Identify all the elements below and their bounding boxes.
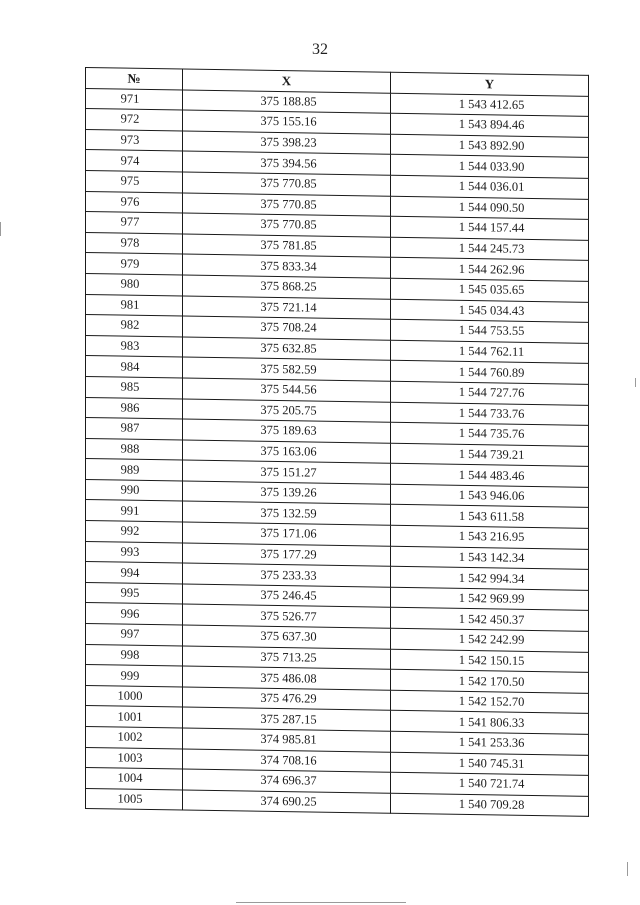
cell-x: 375 398.23 bbox=[183, 131, 391, 155]
cell-y: 1 542 242.99 bbox=[391, 628, 589, 652]
cell-x: 375 246.45 bbox=[183, 584, 391, 608]
cell-y: 1 540 709.28 bbox=[391, 793, 589, 817]
cell-y: 1 542 150.15 bbox=[391, 649, 589, 673]
cell-x: 375 770.85 bbox=[183, 213, 391, 237]
cell-number: 975 bbox=[86, 170, 183, 192]
cell-number: 987 bbox=[86, 418, 183, 440]
cell-y: 1 545 034.43 bbox=[391, 299, 589, 323]
cell-x: 375 177.29 bbox=[183, 543, 391, 567]
header-number: № bbox=[86, 68, 183, 90]
cell-y: 1 544 262.96 bbox=[391, 258, 589, 282]
cell-number: 981 bbox=[86, 294, 183, 316]
cell-x: 375 151.27 bbox=[183, 460, 391, 484]
cell-number: 980 bbox=[86, 273, 183, 295]
cell-y: 1 541 253.36 bbox=[391, 731, 589, 755]
cell-number: 979 bbox=[86, 253, 183, 275]
cell-y: 1 544 760.89 bbox=[391, 361, 589, 385]
cell-number: 997 bbox=[86, 624, 183, 646]
cell-x: 375 632.85 bbox=[183, 337, 391, 361]
cell-number: 995 bbox=[86, 582, 183, 604]
cell-x: 375 189.63 bbox=[183, 419, 391, 443]
scan-edge-mark bbox=[627, 862, 628, 876]
coordinates-table-container bbox=[85, 67, 588, 817]
cell-y: 1 540 745.31 bbox=[391, 752, 589, 776]
cell-y: 1 544 727.76 bbox=[391, 381, 589, 405]
cell-y: 1 544 739.21 bbox=[391, 443, 589, 467]
cell-x: 374 696.37 bbox=[183, 769, 391, 793]
cell-y: 1 543 412.65 bbox=[391, 93, 589, 117]
cell-number: 974 bbox=[86, 150, 183, 172]
cell-x: 375 582.59 bbox=[183, 357, 391, 381]
cell-y: 1 544 090.50 bbox=[391, 196, 589, 220]
cell-number: 985 bbox=[86, 376, 183, 398]
table-body bbox=[86, 88, 589, 817]
cell-y: 1 543 946.06 bbox=[391, 484, 589, 508]
cell-x: 375 868.25 bbox=[183, 275, 391, 299]
cell-y: 1 544 157.44 bbox=[391, 216, 589, 240]
cell-number: 982 bbox=[86, 315, 183, 337]
cell-number: 971 bbox=[86, 88, 183, 110]
cell-number: 996 bbox=[86, 603, 183, 625]
cell-y: 1 543 216.95 bbox=[391, 525, 589, 549]
cell-y: 1 544 245.73 bbox=[391, 237, 589, 261]
cell-x: 375 171.06 bbox=[183, 522, 391, 546]
cell-number: 988 bbox=[86, 438, 183, 460]
cell-x: 375 476.29 bbox=[183, 687, 391, 711]
cell-number: 994 bbox=[86, 562, 183, 584]
cell-y: 1 542 170.50 bbox=[391, 670, 589, 694]
cell-x: 374 690.25 bbox=[183, 790, 391, 814]
cell-y: 1 544 733.76 bbox=[391, 402, 589, 426]
cell-number: 989 bbox=[86, 459, 183, 481]
cell-x: 375 781.85 bbox=[183, 234, 391, 258]
cell-number: 1005 bbox=[86, 788, 183, 810]
cell-y: 1 544 036.01 bbox=[391, 175, 589, 199]
cell-x: 375 637.30 bbox=[183, 625, 391, 649]
header-x: X bbox=[183, 69, 391, 93]
cell-number: 1003 bbox=[86, 747, 183, 769]
cell-number: 983 bbox=[86, 335, 183, 357]
cell-x: 375 233.33 bbox=[183, 563, 391, 587]
cell-y: 1 540 721.74 bbox=[391, 772, 589, 796]
header-y: Y bbox=[391, 72, 589, 96]
cell-y: 1 542 969.99 bbox=[391, 587, 589, 611]
cell-x: 375 287.15 bbox=[183, 707, 391, 731]
cell-x: 375 708.24 bbox=[183, 316, 391, 340]
cell-x: 375 205.75 bbox=[183, 399, 391, 423]
cell-x: 375 163.06 bbox=[183, 440, 391, 464]
cell-y: 1 544 762.11 bbox=[391, 340, 589, 364]
coordinates-table bbox=[85, 67, 589, 817]
cell-x: 375 713.25 bbox=[183, 646, 391, 670]
cell-number: 986 bbox=[86, 397, 183, 419]
scan-edge-mark bbox=[635, 378, 636, 387]
cell-y: 1 543 894.46 bbox=[391, 113, 589, 137]
cell-y: 1 545 035.65 bbox=[391, 278, 589, 302]
cell-y: 1 542 994.34 bbox=[391, 567, 589, 591]
cell-number: 972 bbox=[86, 109, 183, 131]
cell-number: 1000 bbox=[86, 685, 183, 707]
cell-number: 998 bbox=[86, 644, 183, 666]
cell-y: 1 542 152.70 bbox=[391, 690, 589, 714]
scan-edge-mark bbox=[236, 902, 406, 903]
cell-number: 1004 bbox=[86, 768, 183, 790]
cell-y: 1 543 611.58 bbox=[391, 505, 589, 529]
cell-number: 976 bbox=[86, 191, 183, 213]
cell-x: 375 721.14 bbox=[183, 296, 391, 320]
cell-x: 375 833.34 bbox=[183, 254, 391, 278]
scan-edge-mark bbox=[0, 222, 1, 236]
cell-number: 999 bbox=[86, 665, 183, 687]
cell-x: 375 770.85 bbox=[183, 172, 391, 196]
cell-number: 1001 bbox=[86, 706, 183, 728]
cell-x: 375 486.08 bbox=[183, 666, 391, 690]
cell-x: 375 770.85 bbox=[183, 193, 391, 217]
cell-number: 984 bbox=[86, 356, 183, 378]
cell-y: 1 541 806.33 bbox=[391, 711, 589, 735]
cell-number: 990 bbox=[86, 479, 183, 501]
page-number: 32 bbox=[312, 41, 328, 58]
cell-x: 374 708.16 bbox=[183, 749, 391, 773]
cell-y: 1 544 033.90 bbox=[391, 155, 589, 179]
cell-number: 992 bbox=[86, 521, 183, 543]
cell-x: 375 526.77 bbox=[183, 604, 391, 628]
cell-number: 973 bbox=[86, 129, 183, 151]
cell-number: 991 bbox=[86, 500, 183, 522]
cell-x: 375 188.85 bbox=[183, 90, 391, 114]
cell-y: 1 542 450.37 bbox=[391, 608, 589, 632]
cell-x: 375 544.56 bbox=[183, 378, 391, 402]
cell-y: 1 543 142.34 bbox=[391, 546, 589, 570]
cell-number: 993 bbox=[86, 541, 183, 563]
cell-x: 375 139.26 bbox=[183, 481, 391, 505]
cell-y: 1 544 735.76 bbox=[391, 422, 589, 446]
cell-x: 375 394.56 bbox=[183, 151, 391, 175]
cell-y: 1 544 753.55 bbox=[391, 319, 589, 343]
cell-x: 375 132.59 bbox=[183, 502, 391, 526]
cell-number: 978 bbox=[86, 232, 183, 254]
cell-x: 375 155.16 bbox=[183, 110, 391, 134]
cell-number: 1002 bbox=[86, 727, 183, 749]
cell-y: 1 544 483.46 bbox=[391, 464, 589, 488]
cell-x: 374 985.81 bbox=[183, 728, 391, 752]
cell-y: 1 543 892.90 bbox=[391, 134, 589, 158]
cell-number: 977 bbox=[86, 212, 183, 234]
